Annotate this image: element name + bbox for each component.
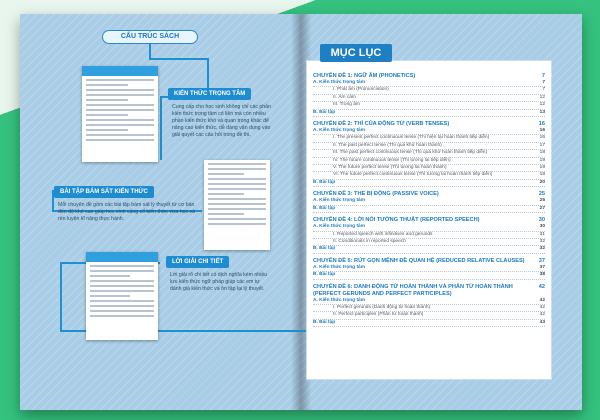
toc-row-page: 25 [539, 198, 545, 204]
toc-chapter-title: CHUYÊN ĐỀ 1: NGỮ ÂM (PHONETICS) [313, 73, 416, 79]
toc-row-page: 17 [539, 142, 545, 148]
toc-row [313, 312, 545, 319]
toc-row-page: 42 [539, 297, 545, 303]
toc-row-text: A. Kiến thức trọng tâm [313, 297, 365, 303]
table-of-contents [306, 60, 552, 380]
toc-row-text: A. Kiến thức trọng tâm [313, 80, 365, 85]
toc-row-page: 16 [539, 135, 545, 141]
toc-chapter-title: CHUYÊN ĐỀ 4: LỜI NÓI TƯỜNG THUẬT (REPORTED SPEECH) [313, 217, 480, 224]
toc-row-text: VI. The future perfect continuous tense (Thì tương lai hoàn thành tiếp diễn) [333, 172, 493, 178]
toc-row-text: II. Âm câm [333, 94, 356, 100]
toc-row-text: IV. The future continuous tense (Thì tương lai tiếp diễn) [333, 157, 451, 163]
toc-row-text: B. Bài tập [313, 109, 336, 115]
toc-chapter-page: 42 [538, 283, 545, 290]
toc-row-page: 18 [539, 150, 545, 156]
toc-row-page: 16 [539, 128, 545, 134]
structure-title: CẤU TRÚC SÁCH [102, 30, 198, 44]
toc-row-page: 12 [539, 94, 545, 100]
toc-chapter-page: 25 [538, 191, 545, 198]
toc-row-text: I. Reported speech with infinitives and gerunds [333, 231, 433, 237]
toc-row [313, 232, 545, 239]
toc-row [313, 272, 545, 279]
toc-row-text: I. Perfect gerunds (Danh động từ hoàn thành) [333, 304, 431, 310]
toc-row [313, 87, 545, 94]
toc-chapter [313, 258, 545, 265]
toc-row-text: A. Kiến thức trọng tâm [313, 128, 365, 134]
section-label: KIẾN THỨC TRỌNG TÂM [168, 88, 251, 100]
toc-chapter-title: CHUYÊN ĐỀ 3: THỂ BỊ ĐỘNG (PASSIVE VOICE) [313, 191, 439, 198]
toc-row-page: 27 [539, 205, 545, 211]
toc-row-page: 37 [539, 264, 545, 270]
toc-row-page: 7 [542, 87, 545, 93]
toc-chapter-page: 30 [538, 217, 545, 224]
toc-row [313, 150, 545, 157]
toc-chapter-title: CHUYÊN ĐỀ 2: THÌ CỦA ĐỘNG TỪ (VERB TENSES) [313, 121, 450, 128]
toc-row [313, 135, 545, 142]
connector-line [149, 44, 151, 58]
section-label: LỜI GIẢI CHI TIẾT [166, 256, 229, 268]
toc-row [313, 265, 545, 272]
toc-row-text: II. Perfect participles (Phân từ hoàn thành) [333, 312, 424, 318]
toc-chapter-title: CHUYÊN ĐỀ 6: DANH ĐỘNG TỪ HOÀN THÀNH VÀ PHÂN TỪ HOÀN THÀNH (PERFECT GERUNDS AND PERFECT PARTICIPLES) [313, 283, 513, 297]
toc-row-text: A. Kiến thức trọng tâm [313, 264, 365, 270]
toc-row-text: B. Bài tập [313, 319, 336, 325]
toc-row [313, 102, 545, 109]
toc-row-text: III. Trọng âm [333, 102, 360, 108]
connector-line [60, 262, 62, 332]
toc-row [313, 239, 545, 246]
toc-row-text: B. Bài tập [313, 272, 336, 278]
toc-chapter-title: CHUYÊN ĐỀ 5: RÚT GỌN MỆNH ĐỀ QUAN HỆ (REDUCED RELATIVE CLAUSES) [313, 257, 525, 264]
toc-chapter-page: 37 [538, 257, 545, 264]
toc-row-text: III. The past perfect continuous tense (Thì quá khứ hoàn thành tiếp diễn) [333, 150, 488, 156]
connector-line [149, 58, 209, 60]
toc-row [313, 172, 545, 179]
toc-chapter [313, 121, 545, 128]
toc-row-text: I. Phát âm (Pronunciation) [333, 87, 389, 93]
section-text: Cung cấp cho học sinh không chỉ các phần kiến thức trọng tâm có liên mà còn nhiều phần kiến thức khó và quan trọng khác để nâng cao kiến thức, dễ dàng vận dụng vào giải quyết các câu hỏi trong đề thi. [172, 104, 271, 138]
toc-row-page: 32 [539, 246, 545, 252]
toc-chapter [313, 73, 545, 80]
toc-chapter-page: 16 [538, 121, 545, 128]
section-text: Lời giải rõ chi tiết có dịch nghĩa kèm nhiều lưu kiến thức ngữ pháp giúp các em tự đánh giá kiến thức và ôn tập lại lý thuyết. [170, 272, 268, 292]
sample-page-thumbnail [204, 160, 270, 250]
toc-row [313, 206, 545, 213]
connector-line [160, 96, 162, 160]
toc-row-page: 43 [539, 319, 545, 325]
toc-row-text: B. Bài tập [313, 246, 336, 252]
toc-row-page: 42 [539, 312, 545, 318]
toc-row-page: 30 [539, 224, 545, 230]
toc-row-text: A. Kiến thức trọng tâm [313, 224, 365, 230]
toc-row-text: II. The past perfect tense (Thì quá khứ hoàn thành) [333, 142, 442, 148]
toc-row-text: V. The future perfect tense (Thì tương lai hoàn thành) [333, 165, 447, 171]
toc-row-page: 19 [539, 172, 545, 178]
toc-row-page: 42 [539, 304, 545, 310]
toc-row [313, 110, 545, 117]
section-label: BÀI TẬP BÁM SÁT KIẾN THỨC [54, 186, 154, 198]
toc-row [313, 198, 545, 205]
toc-row [313, 298, 545, 305]
toc-row-page: 12 [539, 102, 545, 108]
toc-row-text: B. Bài tập [313, 179, 336, 185]
section-text: Mỗi chuyên đề gồm các bài tập bám sát lý thuyết từ cơ bản đến độ khó cao giúp học sinh củng cố kiến thức vừa học và rèn luyện kĩ năng thực hành. [58, 202, 196, 222]
toc-row-page: 31 [539, 231, 545, 237]
sample-page-thumbnail [82, 66, 158, 162]
toc-row [313, 320, 545, 327]
toc-row-page: 38 [539, 272, 545, 278]
toc-row-page: 19 [539, 165, 545, 171]
toc-title: MỤC LỤC [320, 44, 392, 62]
toc-row [313, 180, 545, 187]
toc-row-text: A. Kiến thức trọng tâm [313, 198, 365, 204]
toc-row-page: 19 [539, 157, 545, 163]
toc-row-page: 13 [539, 109, 545, 115]
toc-chapter-page: 7 [541, 73, 545, 79]
toc-row-page: 32 [539, 238, 545, 244]
toc-chapter [313, 284, 545, 298]
toc-row [313, 158, 545, 165]
toc-row [313, 224, 545, 231]
toc-row [313, 246, 545, 253]
toc-row-text: I. The present perfect continuous tense (Thì hiện tại hoàn thành tiếp diễn) [333, 135, 490, 141]
toc-row-page: 20 [539, 179, 545, 185]
sample-page-thumbnail [86, 252, 158, 340]
toc-row-text: II. Conditionals in reported speech [333, 238, 406, 244]
toc-body [313, 73, 545, 327]
toc-row-text: B. Bài tập [313, 205, 336, 211]
toc-row-page: 7 [542, 80, 545, 85]
